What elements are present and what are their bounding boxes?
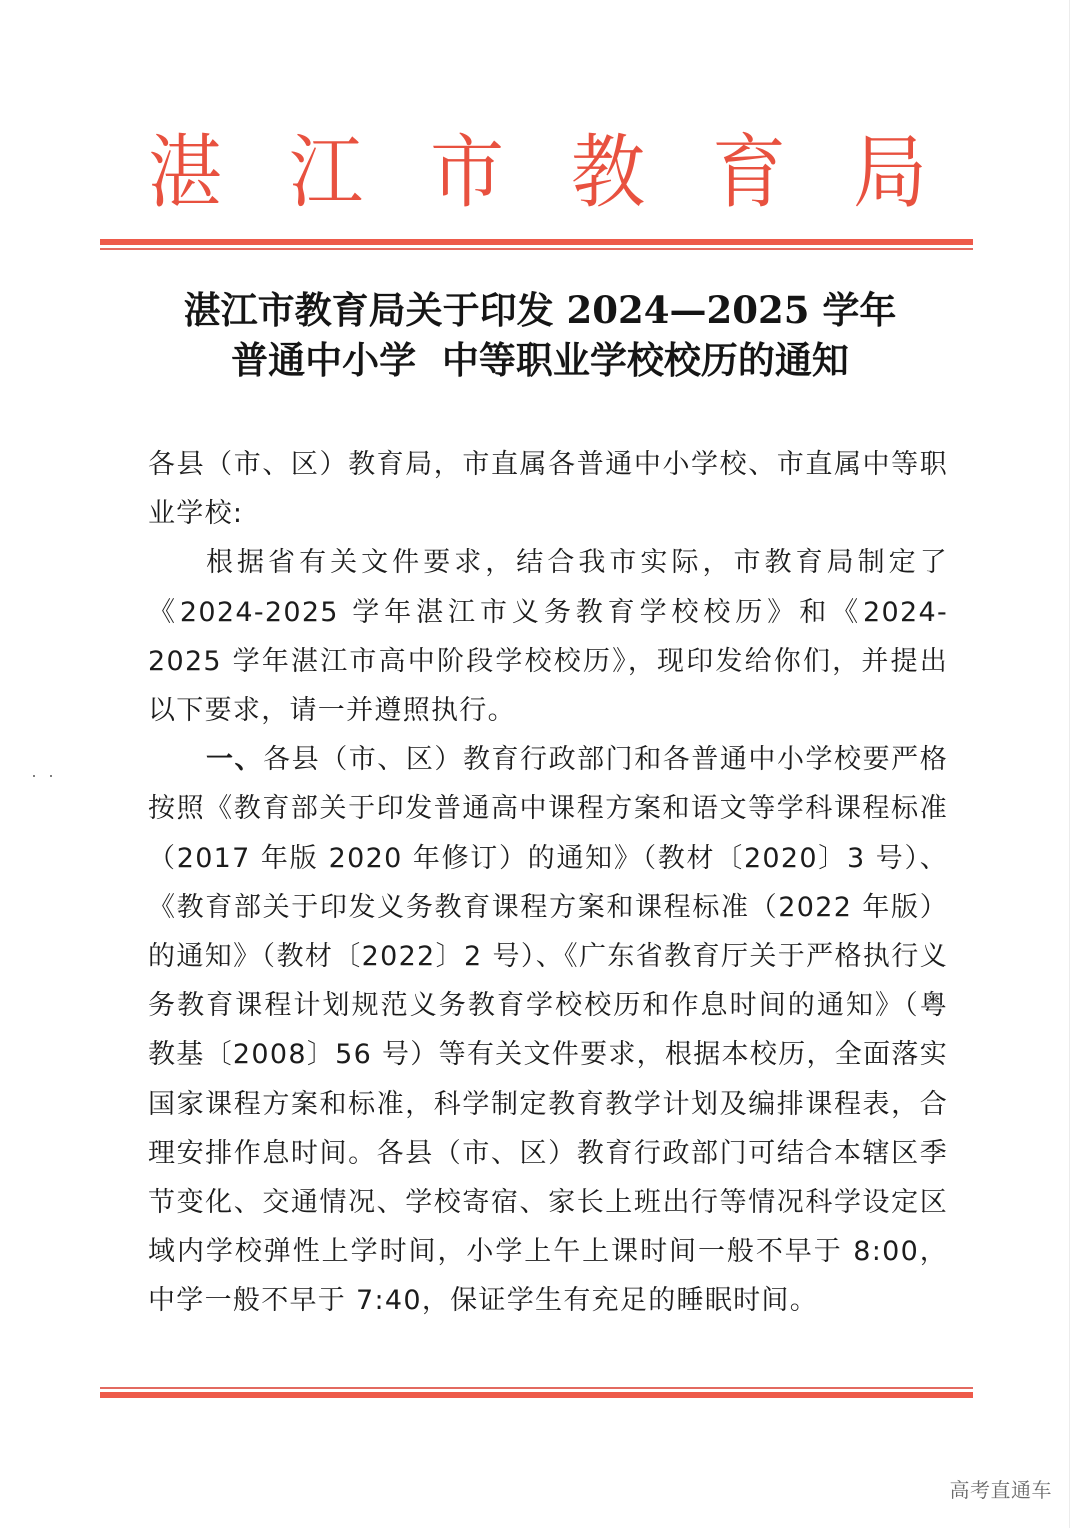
rule-thin	[100, 248, 973, 250]
letterhead-char: 局	[853, 126, 927, 220]
page-edge	[1069, 0, 1070, 1528]
scan-speck	[50, 775, 52, 777]
letterhead-divider-top	[100, 239, 973, 250]
document-body	[148, 440, 948, 1326]
source-watermark: 高考直通车	[949, 1478, 1052, 1502]
letterhead-issuer	[100, 128, 975, 218]
title-line-2: 普通中小学 中等职业学校校历的通知	[231, 338, 849, 382]
item-marker: 一、	[206, 744, 264, 776]
paragraph-item-1	[148, 735, 948, 1325]
letterhead-char: 江	[289, 126, 363, 220]
letterhead-char: 湛	[148, 126, 222, 220]
salutation: 各县（市、区）教育局，市直属各普通中小学校、市直属中等职业学校:	[148, 449, 948, 530]
letterhead-char: 育	[712, 126, 786, 220]
document-title	[100, 285, 980, 385]
rule-thick	[100, 1392, 973, 1398]
item-text: 各县（市、区）教育行政部门和各普通中小学校要严格按照《教育部关于印发普通高中课程方案和语文等学科课程标准（2017 年版 2020 年修订）的通知》（教材〔2020〕3 号）、《教育部关于印发义务教育课程方案和课程标准（2022 年版）的通知》（教材〔2022〕2 号）、《广东省教育厅关于严格执行义务教育课程计划规范义务教育学校校历和作息时间的通知》（粤教基〔2008〕56 号）等有关文件要求，根据本校历，全面落实国家课程方案和标准，科学制定教育教学计划及编排课程表，合理安排作息时间。各县（市、区）教育行政部门可结合本辖区季节变化、交通情况、学校寄宿、家长上班出行等情况科学设定区域内学校弹性上学时间，小学上午上课时间一般不早于 8:00，中学一般不早于 7:40，保证学生有充足的睡眠时间。	[148, 744, 949, 1317]
title-line-1: 湛江市教育局关于印发 2024—2025 学年	[183, 288, 897, 332]
letterhead-char: 市	[430, 126, 504, 220]
paragraph-intro: 根据省有关文件要求，结合我市实际，市教育局制定了《2024-2025 学年湛江市义务教育学校校历》和《2024-2025 学年湛江市高中阶段学校校历》，现印发给你们，并提出以下要求，请一并遵照执行。	[148, 547, 948, 727]
letterhead-char: 教	[571, 126, 645, 220]
scan-speck	[33, 775, 35, 777]
footer-divider	[100, 1387, 973, 1398]
